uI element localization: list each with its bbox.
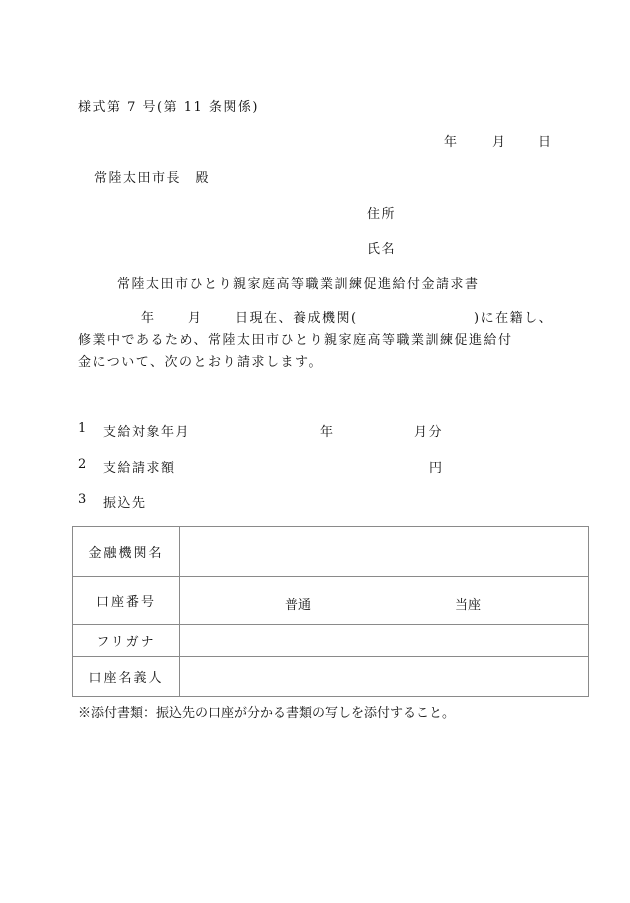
item-2-number: 2 [78, 457, 87, 472]
institution-label: 金融機関名 [73, 527, 180, 577]
attachment-note: ※添付書類：振込先の口座が分かる書類の写しを添付すること。 [78, 706, 456, 721]
item-2-unit: 円 [429, 461, 443, 476]
address-label: 住所 [367, 207, 397, 222]
date-month: 月 [492, 135, 506, 150]
body-month: 月 [188, 311, 202, 326]
addressee: 常陸太田市長 殿 [94, 171, 211, 186]
document-title: 常陸太田市ひとり親家庭高等職業訓練促進給付金請求書 [117, 277, 480, 292]
furigana-label: フリガナ [73, 625, 180, 657]
item-3-number: 3 [78, 492, 87, 507]
institution-field[interactable] [180, 527, 589, 577]
body-line-2: 修業中であるため、常陸太田市ひとり親家庭高等職業訓練促進給付 [78, 333, 513, 348]
date-day: 日 [538, 135, 552, 150]
account-number-label: 口座番号 [73, 577, 180, 625]
item-1-year: 年 [320, 425, 334, 440]
item-1-label: 支給対象年月 [103, 425, 191, 440]
body-year: 年 [141, 311, 155, 326]
form-number: 様式第 7 号(第 11 条関係) [78, 100, 259, 115]
account-type-current[interactable]: 当座 [455, 598, 482, 613]
item-2-label: 支給請求額 [103, 461, 176, 476]
date-year: 年 [444, 135, 458, 150]
account-holder-field[interactable] [180, 657, 589, 697]
account-holder-label: 口座名義人 [73, 657, 180, 697]
bank-account-table [72, 526, 589, 697]
furigana-field[interactable] [180, 625, 589, 657]
body-line-3: 金について、次のとおり請求します。 [78, 355, 323, 370]
body-day-status: 日現在、養成機関( [235, 311, 358, 326]
item-1-month: 月分 [414, 425, 444, 440]
body-enrolled: )に在籍し、 [474, 311, 554, 326]
item-1-number: 1 [78, 421, 87, 436]
item-3-label: 振込先 [103, 496, 147, 511]
account-number-field[interactable] [180, 577, 589, 625]
name-label: 氏名 [367, 242, 397, 257]
account-type-ordinary[interactable]: 普通 [285, 598, 312, 613]
